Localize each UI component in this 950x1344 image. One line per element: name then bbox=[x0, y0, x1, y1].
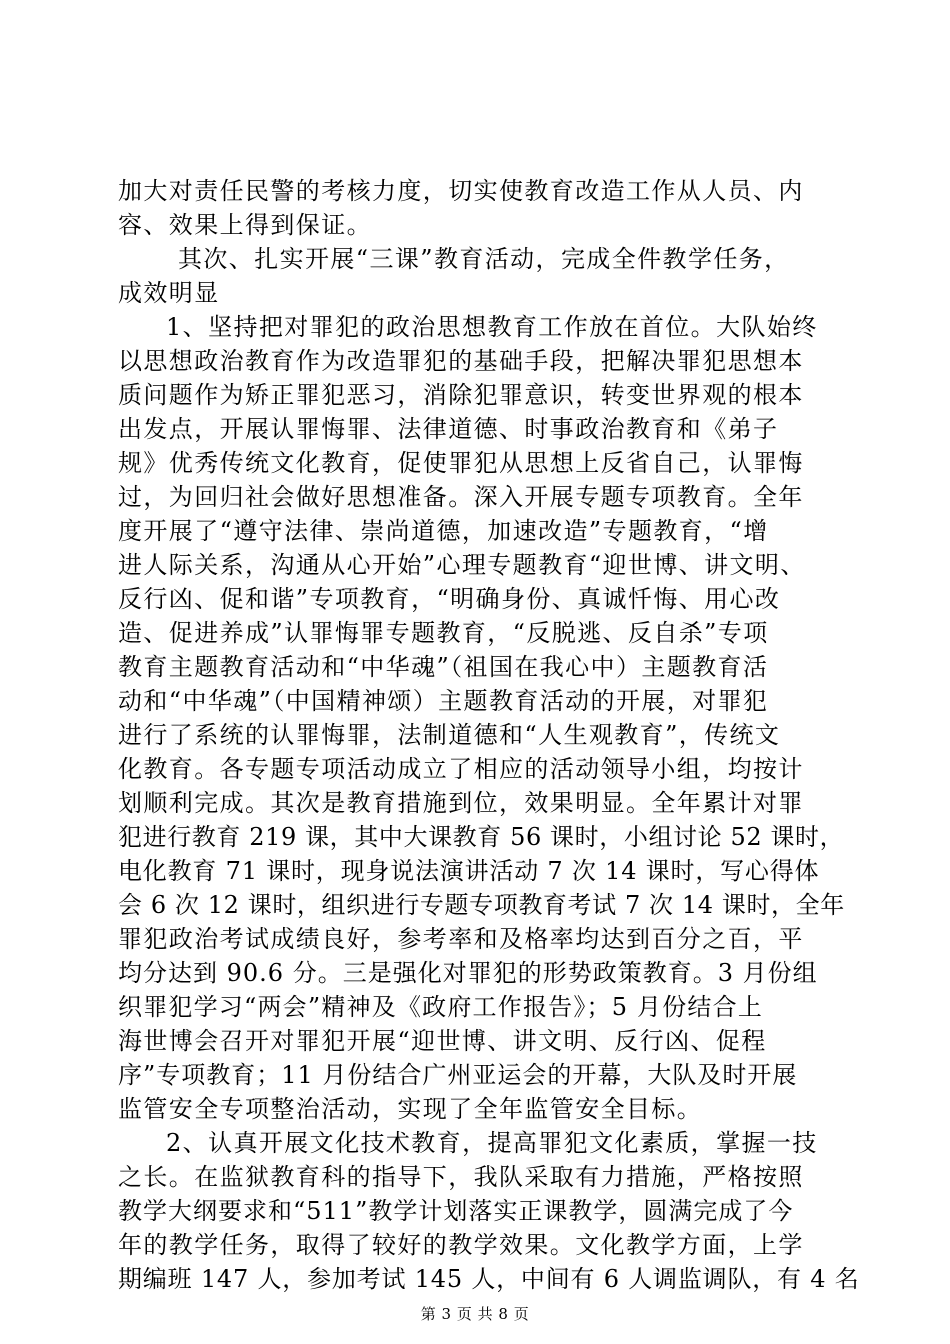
text-line: 海世博会召开对罪犯开展“迎世博、讲文明、反行凶、促程 bbox=[118, 1027, 767, 1055]
text-line: 进人际关系，沟通从心开始”心理专题教育“迎世博、讲文明、 bbox=[118, 551, 806, 579]
text-line: 教学大纲要求和“511”教学计划落实正课教学，圆满完成了今 bbox=[118, 1197, 794, 1225]
text-line: 教育主题教育活动和“中华魂”（祖国在我心中）主题教育活 bbox=[118, 653, 769, 681]
text-line: 年的教学任务，取得了较好的教学效果。文化教学方面，上学 bbox=[118, 1231, 804, 1259]
text-line: 质问题作为矫正罪犯恶习，消除犯罪意识，转变世界观的根本 bbox=[118, 381, 804, 409]
text-line: 度开展了“遵守法律、崇尚道德，加速改造”专题教育，“增 bbox=[118, 517, 769, 545]
text-line: 序”专项教育；11 月份结合广州亚运会的开幕，大队及时开展 bbox=[118, 1061, 798, 1089]
text-line: 反行凶、促和谐”专项教育，“明确身份、真诚忏悔、用心改 bbox=[118, 585, 781, 613]
text-line: 造、促进养成”认罪悔罪专题教育，“反脱逃、反自杀”专项 bbox=[118, 619, 769, 647]
text-line: 罪犯政治考试成绩良好，参考率和及格率均达到百分之百，平 bbox=[118, 925, 804, 953]
text-line: 进行了系统的认罪悔罪，法制道德和“人生观教育”，传统文 bbox=[118, 721, 781, 749]
text-line: 容、效果上得到保证。 bbox=[118, 211, 372, 239]
text-line: 之长。在监狱教育科的指导下，我队采取有力措施，严格按照 bbox=[118, 1163, 804, 1191]
text-line: 织罪犯学习“两会”精神及《政府工作报告》；5 月份结合上 bbox=[118, 993, 764, 1021]
text-line: 其次、扎实开展“三课”教育活动，完成全件教学任务， bbox=[178, 245, 790, 273]
text-line: 过，为回归社会做好思想准备。深入开展专题专项教育。全年 bbox=[118, 483, 804, 511]
text-line: 均分达到 90.6 分。三是强化对罪犯的形势政策教育。3 月份组 bbox=[118, 959, 818, 987]
text-line: 化教育。各专题专项活动成立了相应的活动领导小组，均按计 bbox=[118, 755, 804, 783]
text-line: 以思想政治教育作为改造罪犯的基础手段，把解决罪犯思想本 bbox=[118, 347, 804, 375]
text-line: 监管安全专项整治活动，实现了全年监管安全目标。 bbox=[118, 1095, 703, 1123]
page-footer: 第 3 页 共 8 页 bbox=[420, 1305, 530, 1323]
text-line: 电化教育 71 课时，现身说法演讲活动 7 次 14 课时，写心得体 bbox=[118, 857, 820, 885]
text-line: 加大对责任民警的考核力度，切实使教育改造工作从人员、内 bbox=[118, 177, 804, 205]
text-line: 出发点，开展认罪悔罪、法律道德、时事政治教育和《弟子 bbox=[118, 415, 779, 443]
text-line: 动和“中华魂”（中国精神颂）主题教育活动的开展，对罪犯 bbox=[118, 687, 769, 715]
text-line: 2、认真开展文化技术教育，提高罪犯文化素质，掌握一技 bbox=[166, 1129, 818, 1157]
text-line: 划顺利完成。其次是教育措施到位，效果明显。全年累计对罪 bbox=[118, 789, 804, 817]
text-line: 会 6 次 12 课时，组织进行专题专项教育考试 7 次 14 课时，全年 bbox=[118, 891, 845, 919]
text-line: 犯进行教育 219 课，其中大课教育 56 课时，小组讨论 52 课时， bbox=[118, 823, 845, 851]
text-line: 期编班 147 人，参加考试 145 人，中间有 6 人调监调队，有 4 名 bbox=[118, 1265, 860, 1293]
text-line: 规》优秀传统文化教育，促使罪犯从思想上反省自己，认罪悔 bbox=[118, 449, 804, 477]
text-line: 1、坚持把对罪犯的政治思想教育工作放在首位。大队始终 bbox=[166, 313, 818, 341]
text-line: 成效明显 bbox=[118, 279, 220, 307]
